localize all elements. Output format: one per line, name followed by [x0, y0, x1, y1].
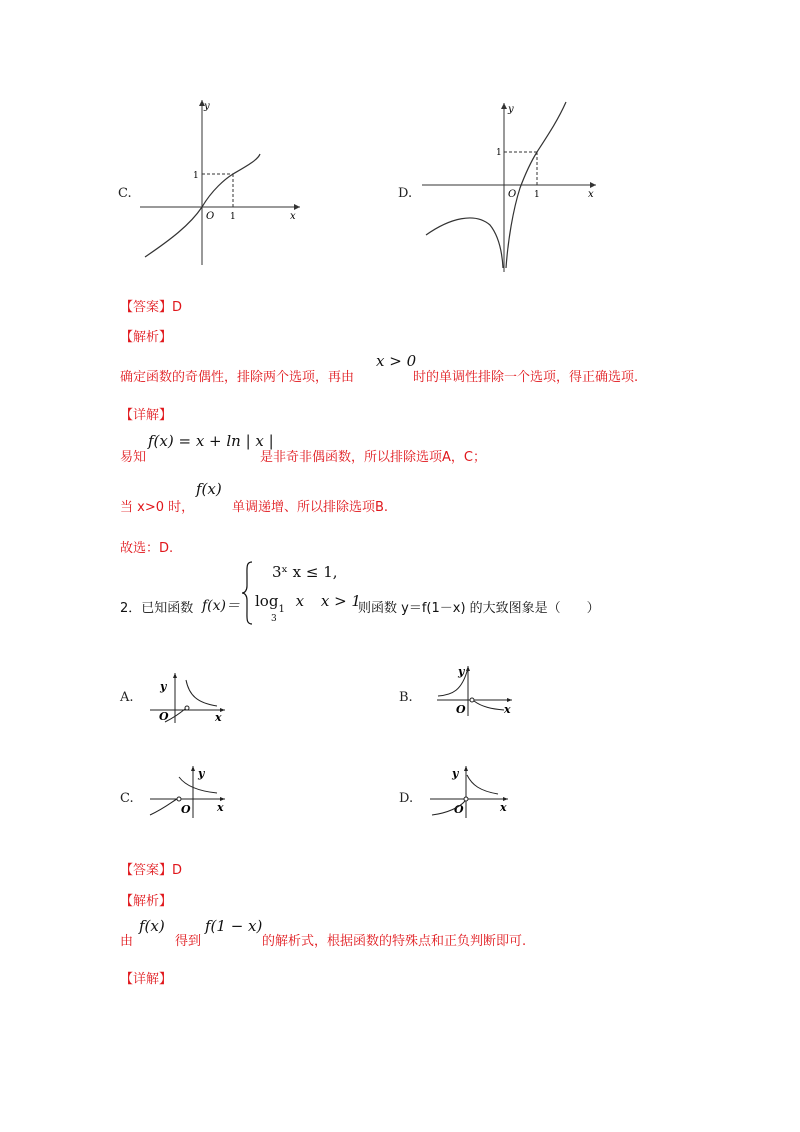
origin-label: O	[206, 211, 215, 222]
x-axis-label: x	[290, 211, 296, 222]
x-axis-label: x	[215, 711, 222, 724]
q2-option-c-label: C.	[120, 791, 134, 806]
q2-option-d-label: D.	[399, 791, 414, 806]
x-axis-label: x	[588, 189, 594, 200]
origin-label: O	[454, 803, 464, 816]
y-axis-label: y	[458, 665, 465, 678]
graph-option-d-top	[420, 100, 605, 275]
analysis-text	[120, 366, 354, 385]
option-c-label: C.	[118, 186, 132, 201]
q2-detail-tag: 【详解】	[120, 972, 173, 987]
analysis-post: 时的单调性排除一个选项，得正确选项.	[413, 370, 639, 385]
case-2-base: 1	[278, 604, 285, 615]
option-d-label-top: D.	[398, 186, 413, 201]
tick-y-1: 1	[193, 171, 199, 181]
y-axis-label: y	[204, 101, 210, 112]
detail1-post: 是非奇非偶函数，所以排除选项A，C；	[260, 450, 486, 465]
y-axis-label: y	[452, 767, 459, 780]
q2-graph-d	[428, 763, 513, 821]
origin-label: O	[159, 710, 169, 723]
y-axis-label: y	[508, 104, 514, 115]
detail1-pre: 易知	[120, 450, 147, 465]
q2-analysis-m1: f(x)	[139, 917, 165, 935]
q2-number: 2．已知函数	[120, 601, 194, 616]
q2-graph-a	[145, 670, 230, 725]
tick-x-1: 1	[230, 212, 236, 222]
answer-value: D	[172, 300, 183, 315]
detail-tag: 【详解】	[120, 408, 173, 423]
case-2-base-den: 3	[271, 614, 277, 624]
origin-label: O	[456, 703, 466, 716]
graph-option-c-top	[140, 95, 310, 270]
q2-analysis-post: 的解析式，根据函数的特殊点和正负判断即可.	[262, 934, 527, 949]
case-2-cond: x > 1	[320, 592, 361, 610]
q2-option-b-label: B.	[399, 690, 413, 705]
answer-line	[120, 296, 182, 315]
x-axis-label: x	[217, 801, 224, 814]
case-2-log: log	[255, 592, 279, 610]
q2-fx: f(x)＝	[202, 598, 241, 614]
case-2	[255, 592, 361, 615]
detail2-post: 单调递增、所以排除选项B.	[232, 500, 389, 515]
case-1: 3ˣ x ≤ 1,	[272, 563, 338, 581]
q2-option-a-label: A.	[120, 690, 134, 705]
q2-graph-c	[145, 763, 230, 821]
detail2-math: f(x)	[196, 480, 222, 498]
q2-analysis-mid: 得到	[175, 934, 202, 949]
origin-label: O	[508, 189, 517, 200]
tick-y-1: 1	[496, 148, 502, 158]
answer-tag: 【答案】	[120, 300, 173, 315]
x-axis-label: x	[504, 703, 511, 716]
x-axis-label: x	[500, 801, 507, 814]
q2-graph-b	[432, 663, 517, 718]
q2-analysis-pre: 由	[120, 934, 134, 949]
case-2-arg: x	[295, 592, 305, 610]
q2-answer-line	[120, 859, 182, 878]
q2-tail: 则函数 y＝f(1－x) 的大致图象是（ ）	[358, 601, 600, 616]
origin-label: O	[181, 803, 191, 816]
analysis-math-x-gt-0: x > 0	[376, 352, 417, 370]
q2-answer-value: D	[172, 863, 183, 878]
q2-answer-tag: 【答案】	[120, 863, 173, 878]
detail2-pre: 当 x>0 时，	[120, 500, 195, 515]
analysis-pre: 确定函数的奇偶性，排除两个选项，再由	[120, 370, 355, 385]
piecewise-brace	[240, 560, 254, 626]
y-axis-label: y	[160, 680, 167, 693]
conclusion: 故选：D.	[120, 541, 174, 556]
q2-analysis-m2: f(1 − x)	[205, 917, 263, 935]
y-axis-label: y	[198, 767, 205, 780]
q2-analysis-tag: 【解析】	[120, 894, 173, 909]
tick-x-1: 1	[534, 190, 540, 200]
analysis-tag: 【解析】	[120, 330, 173, 345]
detail1-math: f(x) = x + ln | x |	[148, 432, 274, 450]
